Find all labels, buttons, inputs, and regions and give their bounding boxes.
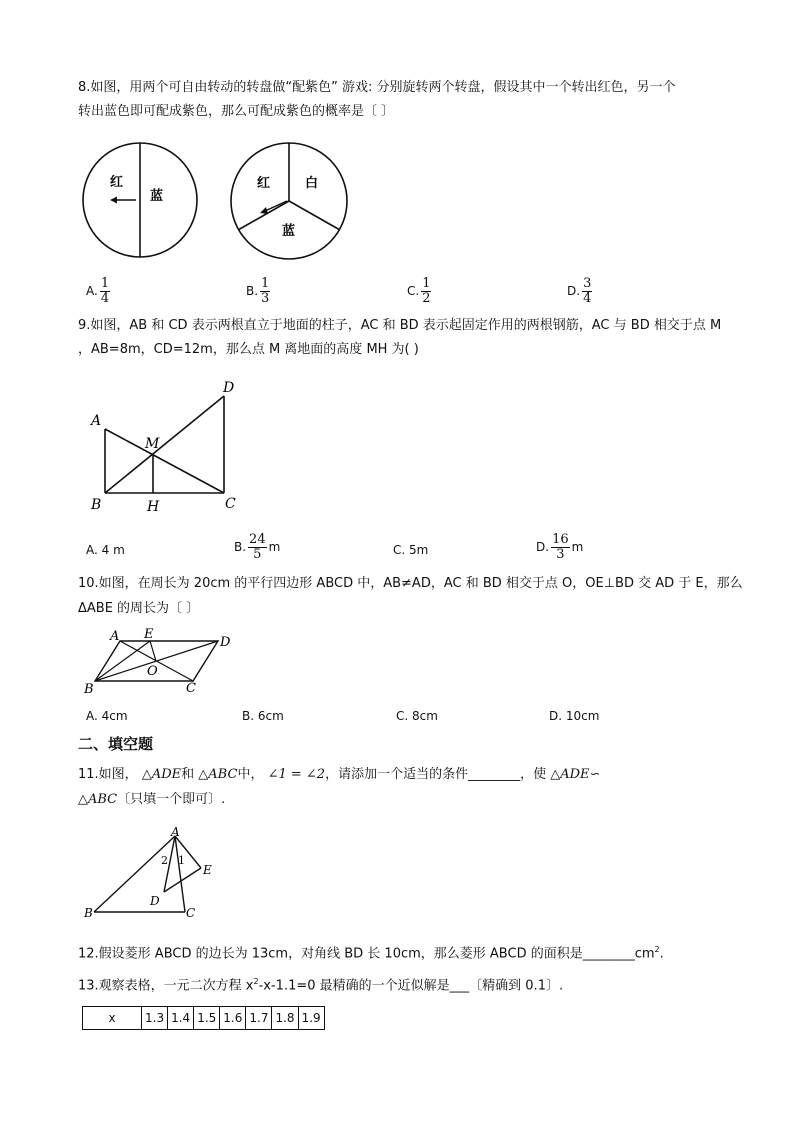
q8-line1: 8.如图，用两个可自由转动的转盘做“配紫色” 游戏: 分别旋转两个转盘，假设其中一个转出红色，另一个 [78, 80, 676, 95]
q9-option-d[interactable]: D. $\frac{16}{3}$ m [536, 532, 584, 562]
q9-option-c[interactable]: C. 5m [393, 543, 429, 557]
q9-label-h: H [147, 499, 160, 515]
spinner-2-bottom-label: 蓝 [282, 224, 296, 239]
table-cell: 1.4 [168, 1007, 194, 1030]
table-cell: 1.7 [246, 1007, 272, 1030]
q13-table [82, 1006, 325, 1030]
q11-angle-1: 1 [178, 854, 185, 867]
q11-triangles-figure [80, 826, 230, 922]
table-cell: 1.3 [142, 1007, 168, 1030]
q10-line2: ΔABE 的周长为〔 〕 [78, 601, 200, 616]
table-cell: x [83, 1007, 142, 1030]
q11-label-a: A [171, 826, 180, 839]
q11-label-b: B [84, 906, 93, 920]
q8-option-a[interactable]: A. $\frac{1}{4}$ [86, 276, 110, 306]
q11-label-e: E [203, 863, 212, 877]
spinner-2-figure [229, 141, 351, 261]
table-cell: 1.9 [298, 1007, 324, 1030]
q13-line: 13.观察表格，一元二次方程 $x^2-x-1.1=0$ 最精确的一个近似解是___〔精确到 0.1〕. [78, 977, 564, 994]
q12-line: 12.假设菱形 ABCD 的边长为 13cm，对角线 BD 长 10cm，那么菱形 ABCD 的面积是$\_\_\_\_\_\_\_\_cm^2$. [78, 945, 664, 962]
spinner-1-left-label: 红 [110, 175, 124, 190]
spinner-2-left-label: 红 [257, 176, 271, 191]
q9-label-m: M [145, 436, 160, 452]
q9-poles-figure [85, 375, 245, 520]
q9-label-d: D [223, 380, 235, 396]
q10-option-c[interactable]: C. 8cm [396, 709, 438, 723]
q8-option-d[interactable]: D. $\frac{3}{4}$ [567, 276, 592, 306]
q8-option-c[interactable]: C. $\frac{1}{2}$ [407, 276, 431, 306]
q11-line: 11.如图， △ADE和 △ABC中， ∠1 = ∠2，请添加一个适当的条件________，使 △ADE∽ [78, 767, 601, 782]
section-title: 二、填空题 [78, 735, 154, 753]
q10-label-a: A [110, 629, 120, 644]
q9-option-a[interactable]: A. 4 m [86, 543, 125, 557]
q10-option-d[interactable]: D. 10cm [549, 709, 600, 723]
q10-line1: 10.如图，在周长为 20cm 的平行四边形 ABCD 中，AB≠AD，AC 和 BD 相交于点 O，OE⊥BD 交 AD 于 E，那么 [78, 576, 743, 591]
spinner-1-figure [80, 140, 200, 260]
q10-label-d: D [220, 635, 231, 650]
q11-label-c: C [186, 906, 196, 920]
spinner-1-right-label: 蓝 [150, 189, 164, 204]
q10-label-e: E [144, 627, 154, 642]
q10-label-b: B [84, 682, 94, 697]
q9-option-b[interactable]: B. $\frac{24}{5}$ m [234, 532, 281, 562]
q10-parallelogram-figure [80, 627, 240, 699]
q9-label-a: A [91, 413, 102, 429]
q9-label-c: C [225, 496, 236, 512]
q9-label-b: B [91, 497, 102, 513]
spinner-2-right-label: 白 [305, 176, 319, 191]
q11-angle-2: 2 [161, 854, 168, 867]
q8-line2: 转出蓝色即可配成紫色，那么可配成紫色的概率是〔 〕 [78, 104, 395, 119]
q8-option-b[interactable]: B. $\frac{1}{3}$ [246, 276, 270, 306]
table-cell: 1.8 [272, 1007, 298, 1030]
q10-option-b[interactable]: B. 6cm [242, 709, 284, 723]
table-cell: 1.5 [194, 1007, 220, 1030]
table-row [83, 1007, 325, 1030]
q10-option-a[interactable]: A. 4cm [86, 709, 128, 723]
q9-line2: ，AB=8m，CD=12m，那么点 M 离地面的高度 MH 为( ) [78, 342, 419, 357]
q11-line2: △ABC〔只填一个即可〕. [78, 792, 226, 807]
table-cell: 1.6 [220, 1007, 246, 1030]
q10-label-o: O [147, 664, 158, 679]
q10-label-c: C [186, 681, 196, 696]
q11-label-d: D [150, 894, 160, 908]
q9-line1: 9.如图，AB 和 CD 表示两根直立于地面的柱子，AC 和 BD 表示起固定作用的两根钢筋，AC 与 BD 相交于点 M [78, 318, 722, 333]
